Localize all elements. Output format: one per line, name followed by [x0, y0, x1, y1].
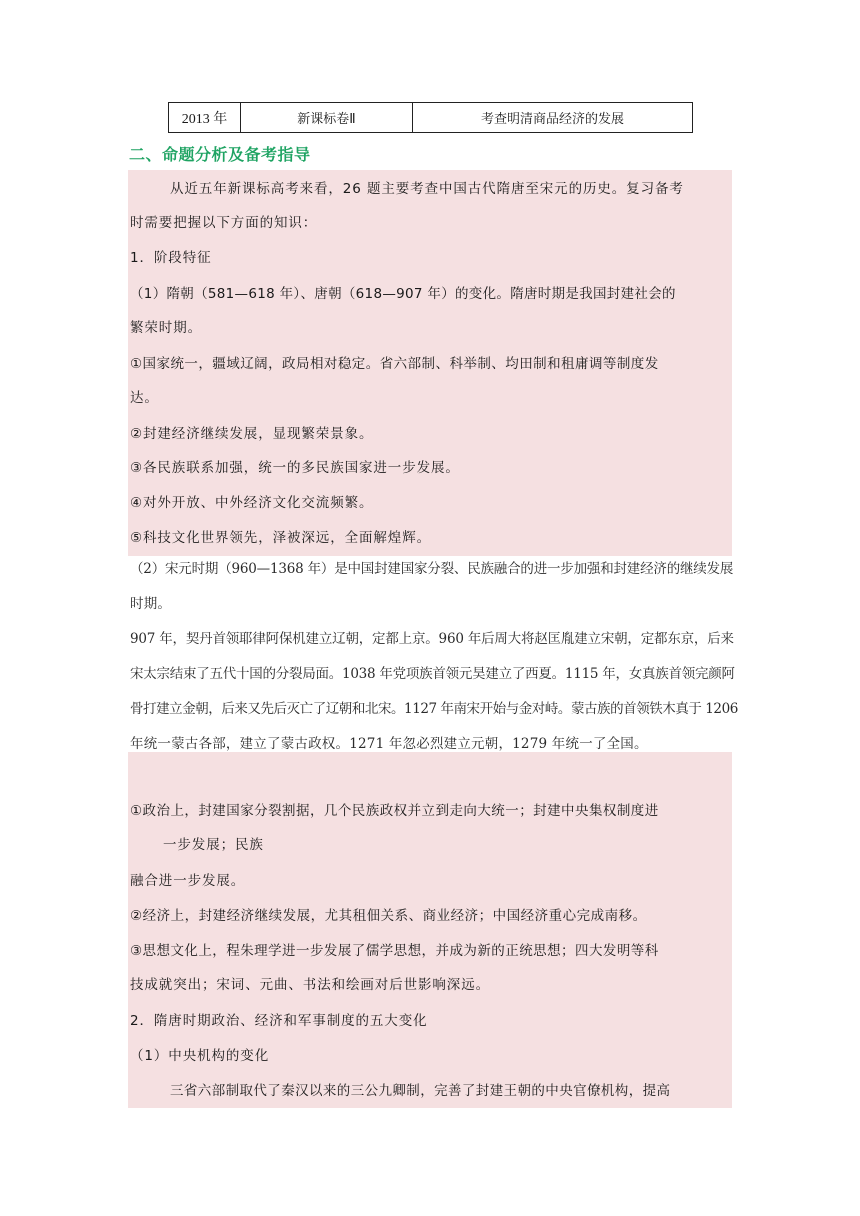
heading-five-changes: 2．隋唐时期政治、经济和军事制度的五大变化: [130, 1013, 428, 1029]
intro-paragraph-line: 时需要把握以下方面的知识：: [130, 215, 318, 231]
history-paragraph-line: 年统一蒙古各部，建立了蒙古政权。1271 年忽必烈建立元朝，1279 年统一了全国。: [130, 736, 648, 752]
point-line: ③思想文化上，程朱理学进一步发展了儒学思想，并成为新的正统思想；四大发明等科: [130, 943, 659, 959]
history-paragraph-line: 907 年，契丹首领耶律阿保机建立辽朝，定都上京。960 年后周大将赵匡胤建立宋朝，定都东京，后来: [130, 631, 734, 647]
subheading-sui-tang: 繁荣时期。: [130, 320, 202, 336]
point-line: 技成就突出；宋词、元曲、书法和绘画对后世影响深远。: [130, 977, 490, 993]
point-line: ③各民族联系加强，统一的多民族国家进一步发展。: [130, 460, 460, 476]
subheading-sui-tang: （1）隋朝（581—618 年）、唐朝（618—907 年）的变化。隋唐时期是我国封建社会的: [130, 286, 676, 302]
point-line: ②封建经济继续发展，显现繁荣景象。: [130, 426, 374, 442]
point-line: 一步发展；民族: [163, 837, 264, 853]
subheading-central-institutions: （1）中央机构的变化: [130, 1048, 270, 1064]
topic-cell: 考查明清商品经济的发展: [413, 103, 693, 133]
table-row: [169, 103, 693, 133]
point-line: 融合进一步发展。: [130, 873, 246, 889]
intro-paragraph-line: 从近五年新课标高考来看，26 题主要考查中国古代隋唐至宋元的历史。复习备考: [170, 181, 684, 197]
point-line: ①国家统一，疆域辽阔，政局相对稳定。省六部制、科举制、均田制和租庸调等制度发: [130, 356, 659, 372]
subheading-song-yuan: 时期。: [130, 596, 172, 612]
point-line: ④对外开放、中外经济文化交流频繁。: [130, 495, 374, 511]
section-title: 二、命题分析及备考指导: [129, 145, 311, 164]
history-paragraph-line: 宋太宗结束了五代十国的分裂局面。1038 年党项族首领元昊建立了西夏。1115 年，女真族首领完颜阿: [130, 666, 735, 682]
point-line: ②经济上，封建经济继续发展，尤其租佃关系、商业经济；中国经济重心完成南移。: [130, 908, 647, 924]
point-line: ①政治上，封建国家分裂割据，几个民族政权并立到走向大统一；封建中央集权制度进: [130, 803, 659, 819]
paper-cell: 新课标卷Ⅱ: [241, 103, 413, 133]
year-cell: 2013 年: [169, 103, 241, 133]
heading-stage-features: 1．阶段特征: [130, 250, 212, 266]
body-paragraph-line: 三省六部制取代了秦汉以来的三公九卿制，完善了封建王朝的中央官僚机构，提高: [170, 1083, 671, 1099]
exam-table: [168, 102, 693, 133]
history-paragraph-line: 骨打建立金朝，后来又先后灭亡了辽朝和北宋。1127 年南宋开始与金对峙。蒙古族的首领铁木真于 1206: [130, 701, 738, 717]
point-line: ⑤科技文化世界领先，泽被深远，全面解煌辉。: [130, 530, 432, 546]
point-line: 达。: [130, 390, 159, 406]
subheading-song-yuan: （2）宋元时期（960—1368 年）是中国封建国家分裂、民族融合的进一步加强和封建经济的继续发展: [130, 561, 734, 577]
